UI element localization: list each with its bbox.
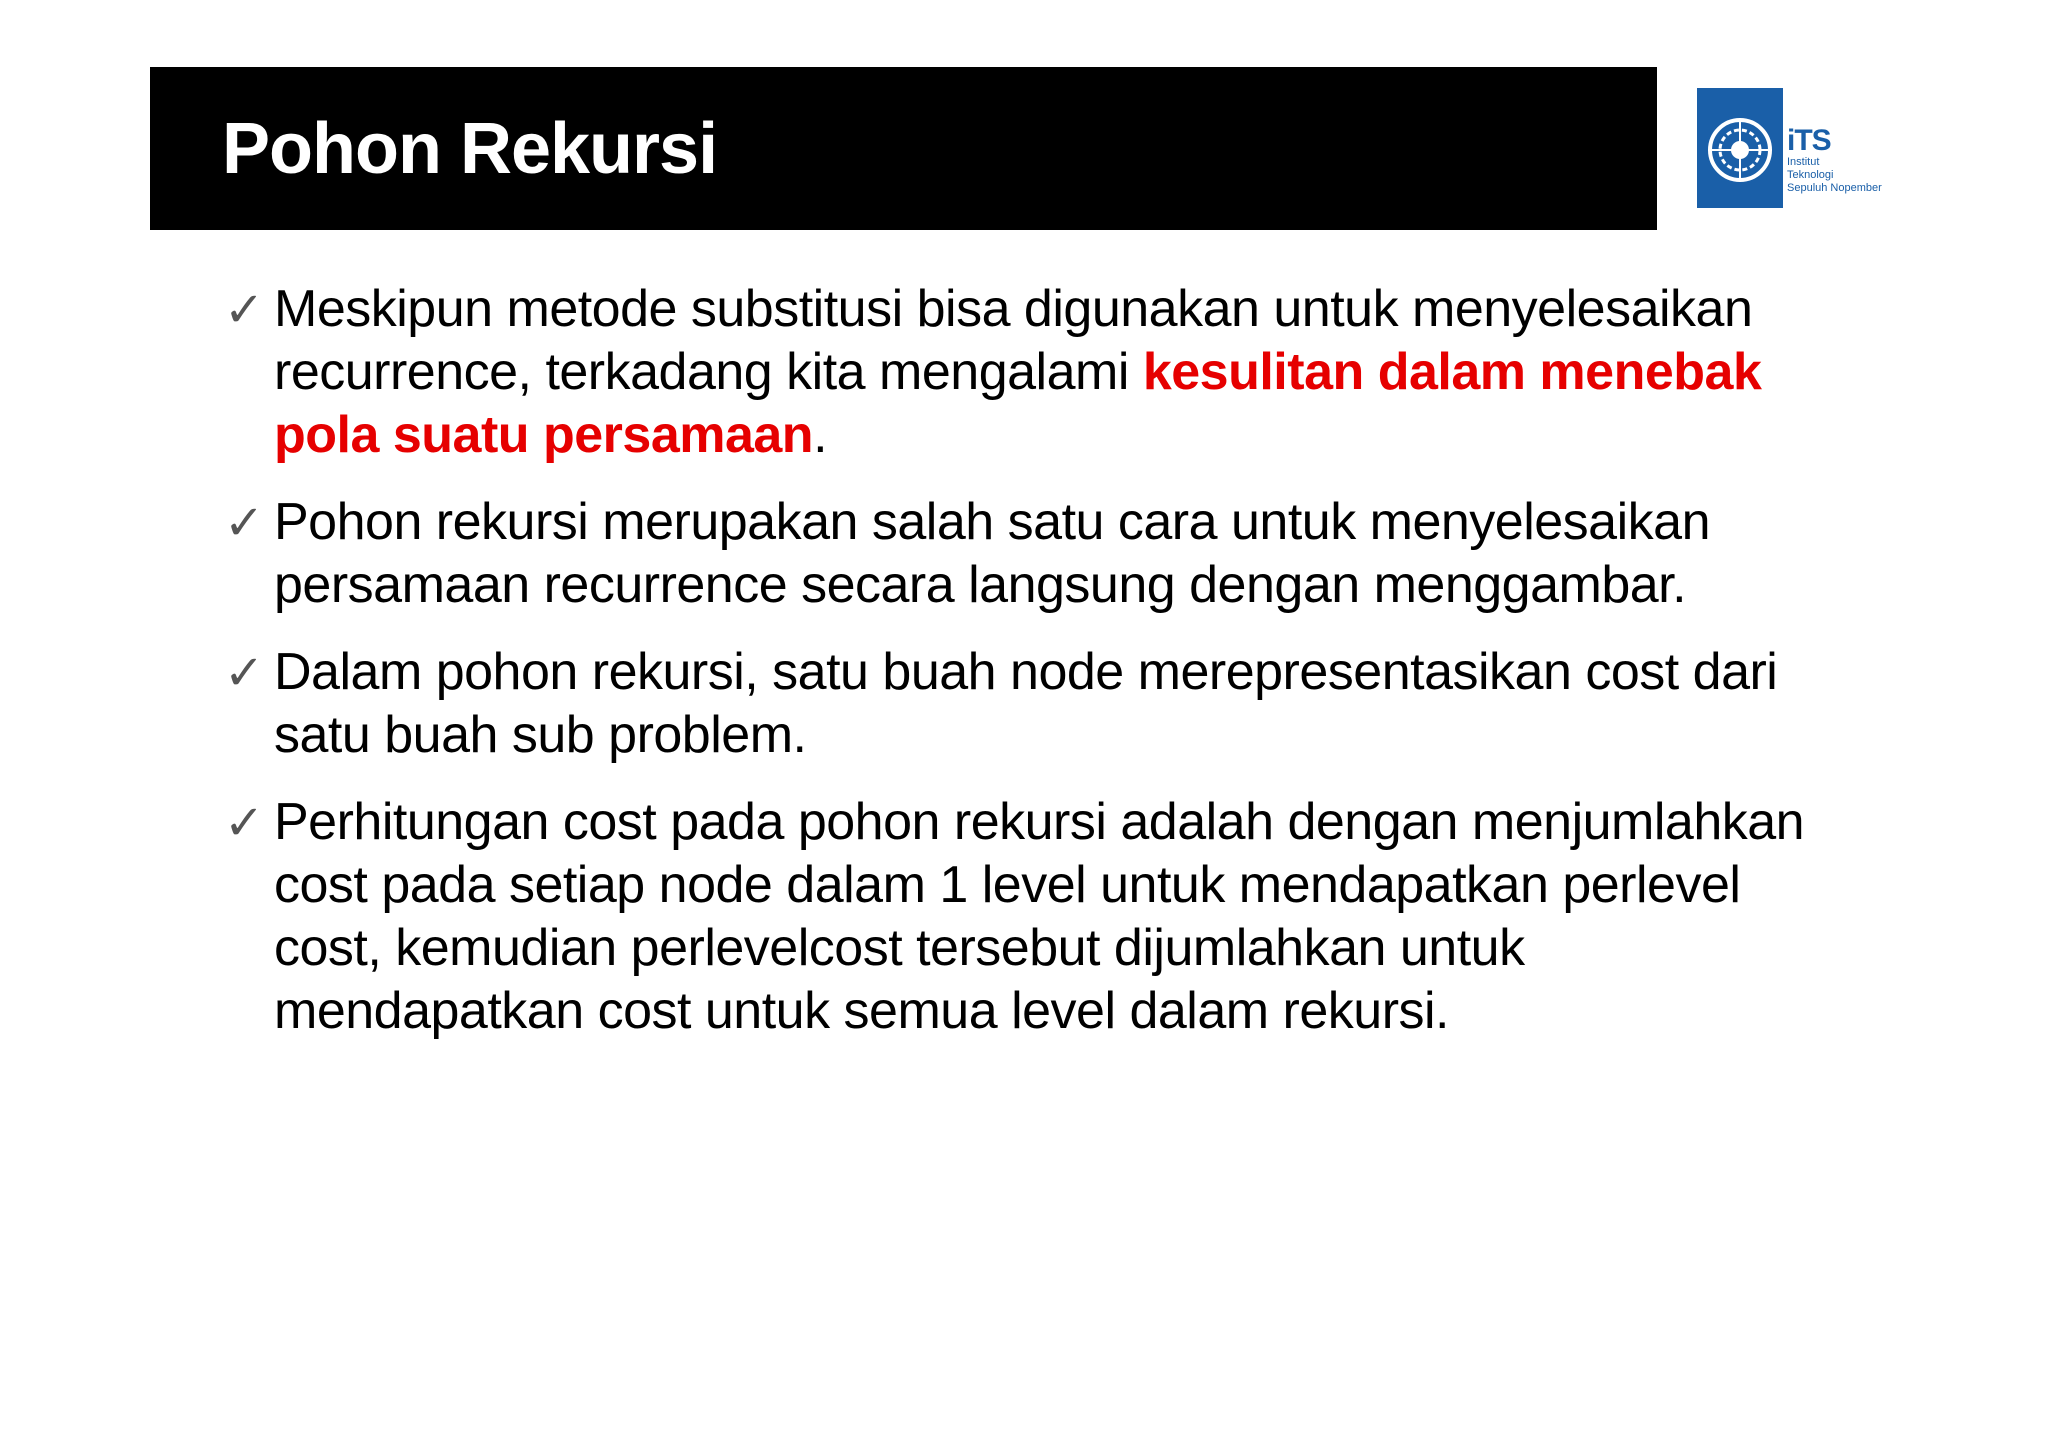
logo-text bbox=[1787, 126, 1882, 195]
logo-abbr: iTS bbox=[1787, 124, 1831, 157]
bullet-item bbox=[224, 278, 1824, 467]
bullet-text: Pohon rekursi merupakan salah satu cara untuk menyelesaikan persamaan recurrence secara langsung dengan menggambar. bbox=[274, 493, 1710, 614]
bullet-text-before: Meskipun metode substitusi bisa digunakan untuk menyelesaikan recurrence, terkadang kita mengalami bbox=[274, 280, 1753, 401]
bullet-text bbox=[274, 278, 1824, 467]
bullet-item bbox=[224, 641, 1824, 767]
bullet-text: Dalam pohon rekursi, satu buah node merepresentasikan cost dari satu buah sub problem. bbox=[274, 643, 1778, 764]
logo-line-1: Institut bbox=[1787, 156, 1820, 168]
logo-line-2: Teknologi bbox=[1787, 169, 1834, 181]
checkmark-icon: ✓ bbox=[224, 495, 265, 551]
bullet-text: Perhitungan cost pada pohon rekursi adalah dengan menjumlahkan cost pada setiap node dalam 1 level untuk mendapatkan perlevel cost, kemudian perlevelcost tersebut dijumlahkan untuk mendapatkan cost untuk semua level dalam rekursi. bbox=[274, 793, 1805, 1040]
title-bar bbox=[150, 67, 1657, 230]
checkmark-icon: ✓ bbox=[224, 645, 265, 701]
slide-title: Pohon Rekursi bbox=[222, 108, 718, 189]
its-logo bbox=[1697, 88, 1907, 208]
bullet-item bbox=[224, 491, 1824, 617]
bullet-emphasis: kesulitan dalam menebak pola suatu persamaan bbox=[274, 343, 1762, 464]
checkmark-icon: ✓ bbox=[224, 795, 265, 851]
checkmark-icon: ✓ bbox=[224, 282, 265, 338]
logo-line-3: Sepuluh Nopember bbox=[1787, 182, 1882, 194]
bullet-list bbox=[224, 278, 1824, 1067]
bullet-text-after: . bbox=[813, 406, 828, 464]
bullet-item bbox=[224, 791, 1824, 1043]
its-emblem-icon bbox=[1697, 88, 1783, 208]
